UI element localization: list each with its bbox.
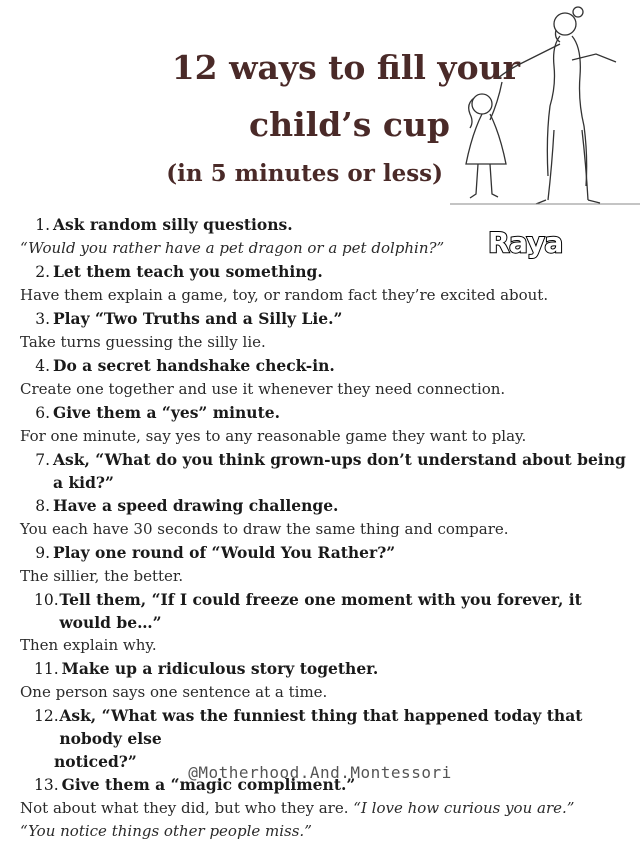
tip-body: You each have 30 seconds to draw the same thing and compare. <box>20 520 509 538</box>
tip-heading: Give them a “magic compliment.” <box>61 775 356 794</box>
tip-number: 13. <box>34 776 59 794</box>
tip-number: 9. <box>35 544 50 562</box>
tip-number: 12. <box>34 707 59 725</box>
tip-body: Then explain why. <box>20 636 157 654</box>
tip-body-quote: “I love how curious you are.” <box>353 799 575 817</box>
tip-body: Have them explain a game, toy, or random fact they’re excited about. <box>20 286 549 304</box>
tip-item-10 <box>20 588 630 657</box>
title-line-2: child’s cup <box>249 105 450 144</box>
title-line-3: (in 5 minutes or less) <box>166 160 443 187</box>
tip-heading: Ask, “What was the funniest thing that happened today that nobody else <box>59 706 583 748</box>
tip-heading: Do a secret handshake check-in. <box>53 356 335 375</box>
tip-body: Create one together and use it whenever they need connection. <box>20 380 506 398</box>
footer-handle: @Motherhood.And.Montessori <box>188 763 452 782</box>
tip-number: 3. <box>35 310 50 328</box>
tip-heading: Ask random silly questions. <box>53 215 293 234</box>
tip-number: 2. <box>35 263 50 281</box>
tip-body-quote-2: “You notice things other people miss.” <box>20 822 312 840</box>
tip-item-9 <box>20 541 630 588</box>
tip-item-1 <box>20 213 630 260</box>
tip-item-3 <box>20 307 630 354</box>
tip-item-13 <box>20 773 630 843</box>
tip-heading: Tell them, “If I could freeze one moment with you forever, it would be…” <box>59 590 582 632</box>
tip-heading: Give them a “yes” minute. <box>53 403 280 422</box>
tip-item-4 <box>20 354 630 401</box>
tip-number: 10. <box>34 591 59 609</box>
tip-body <box>20 797 630 820</box>
tip-heading-continued: noticed?” <box>54 752 137 771</box>
tip-heading: Play “Two Truths and a Silly Lie.” <box>53 309 343 328</box>
tip-heading: Let them teach you something. <box>53 262 323 281</box>
tip-heading: Make up a ridiculous story together. <box>61 659 379 678</box>
tip-item-2 <box>20 260 630 307</box>
tip-body: One person says one sentence at a time. <box>20 683 328 701</box>
tips-list <box>20 213 630 843</box>
tip-number: 8. <box>35 497 50 515</box>
tip-number: 6. <box>35 404 50 422</box>
tip-body: For one minute, say yes to any reasonable game they want to play. <box>20 427 527 445</box>
tip-item-8 <box>20 494 630 541</box>
tip-item-11 <box>20 657 630 704</box>
tip-heading: Have a speed drawing challenge. <box>53 496 339 515</box>
tip-number: 1. <box>35 216 50 234</box>
raya-tag: Raya <box>488 226 563 259</box>
tip-heading: Ask, “What do you think grown-ups don’t understand about being a kid?” <box>53 450 626 492</box>
tip-number: 11. <box>34 660 59 678</box>
tip-body: “Would you rather have a pet dragon or a pet dolphin?” <box>20 239 445 257</box>
tip-body-text: Not about what they did, but who they are. <box>20 799 349 817</box>
tip-body: The sillier, the better. <box>20 567 184 585</box>
mother-child-illustration <box>450 0 640 210</box>
tip-item-6 <box>20 401 630 448</box>
tip-number: 7. <box>35 451 50 469</box>
tip-number: 4. <box>35 357 50 375</box>
tip-body: Take turns guessing the silly lie. <box>20 333 266 351</box>
title-line-1: 12 ways to fill your <box>171 48 520 87</box>
tip-heading: Play one round of “Would You Rather?” <box>53 543 396 562</box>
tip-item-7 <box>20 448 630 494</box>
